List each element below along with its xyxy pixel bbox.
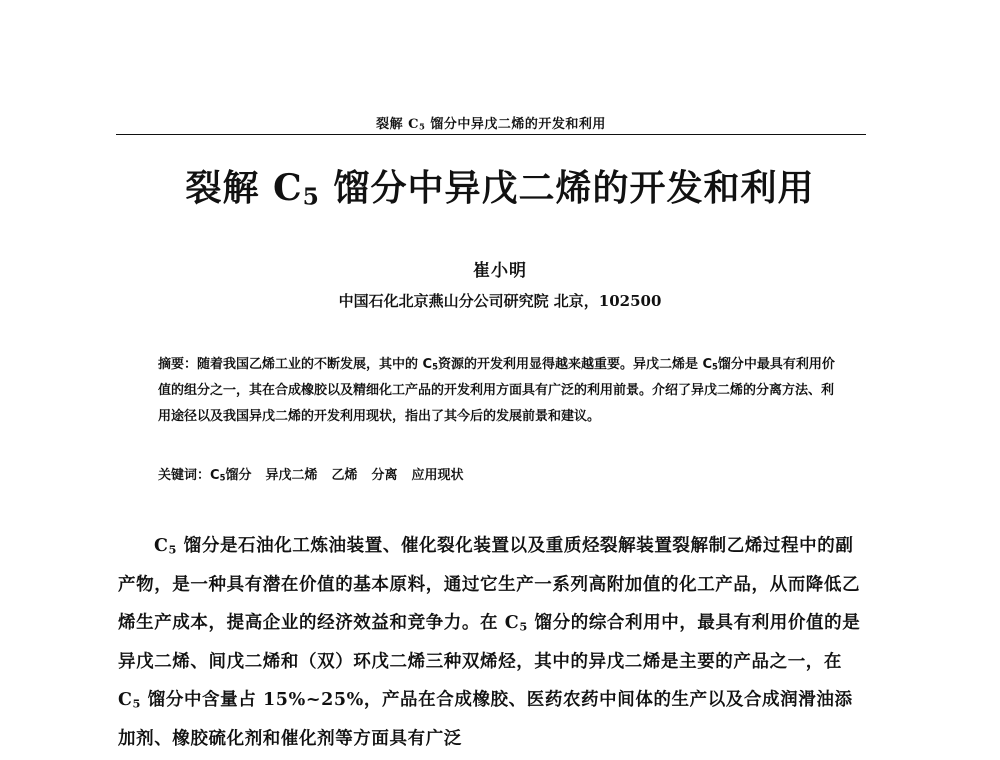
keywords-label: 关键词： [158, 468, 211, 483]
abstract-text: 馏分中最具有利用价值的组分之一，其在合成橡胶以及精细化工产品的开发利用方面具有广泛的利用前景。介绍了异戊二烯的分离方法、利用途径以及我国异戊二烯的开发利用现状，指出了其今后的发展前景和建议。 [158, 357, 835, 424]
body-subscript: 5 [168, 542, 178, 557]
title-text: 裂解 C [185, 167, 303, 209]
keyword-item: 分离 [371, 468, 398, 483]
body-text: C [154, 536, 169, 556]
title-text-end: 馏分中异戊二烯的开发和利用 [319, 167, 815, 209]
body-text: 馏分是石油化工炼油装置、催化裂化装置以及重质烃裂解装置裂解制乙烯过程中的副产物，是一种具有潜在价值的基本原料，通过它生产一系列高附加值的化工产品，从而降低乙烯生产成本，提高企业的经济效益和竞争力。在 C [118, 536, 861, 633]
abstract-subscript: 5 [432, 361, 438, 372]
keyword-text: C [210, 468, 220, 483]
abstract-text: 随着我国乙烯工业的不断发展，其中的 C [197, 357, 433, 372]
keyword-item: 乙烯 [331, 468, 358, 483]
body-paragraph [118, 527, 866, 758]
keyword-text: 馏分 [225, 468, 252, 483]
running-header-subscript: 5 [418, 121, 426, 132]
page-title [0, 160, 1000, 216]
running-header-text: 裂解 C [376, 117, 419, 132]
keywords-line [158, 464, 838, 483]
body-text: 馏分中含量占 15%~25%，产品在合成橡胶、医药农药中间体的生产以及合成润滑油添加剂、橡胶硫化剂和催化剂等方面具有广泛 [118, 690, 853, 749]
keyword-item: 应用现状 [411, 468, 464, 483]
header-divider [116, 134, 866, 135]
body-subscript: 5 [519, 619, 528, 634]
abstract-label: 摘要： [158, 357, 198, 372]
running-header-text-end: 馏分中异戊二烯的开发和利用 [425, 117, 606, 132]
title-subscript: 5 [302, 182, 320, 211]
running-header [116, 113, 866, 132]
body-subscript: 5 [132, 696, 142, 711]
abstract-subscript: 5 [712, 361, 718, 372]
abstract-text: 资源的开发利用显得越来越重要。异戊二烯是 C [437, 357, 713, 372]
keyword-item [210, 468, 251, 483]
author-name: 崔小明 [473, 261, 527, 281]
body-text: 馏分的综合利用中，最具有利用价值的是异戊二烯、间戊二烯和（双）环戊二烯三种双烯烃，其中的异戊二烯是主要的产品之一，在 C [118, 613, 861, 710]
keyword-item: 异戊二烯 [265, 468, 318, 483]
abstract-block [158, 352, 838, 430]
keyword-subscript: 5 [219, 472, 226, 483]
author-affiliation: 中国石化北京燕山分公司研究院 北京，102500 [338, 292, 662, 310]
